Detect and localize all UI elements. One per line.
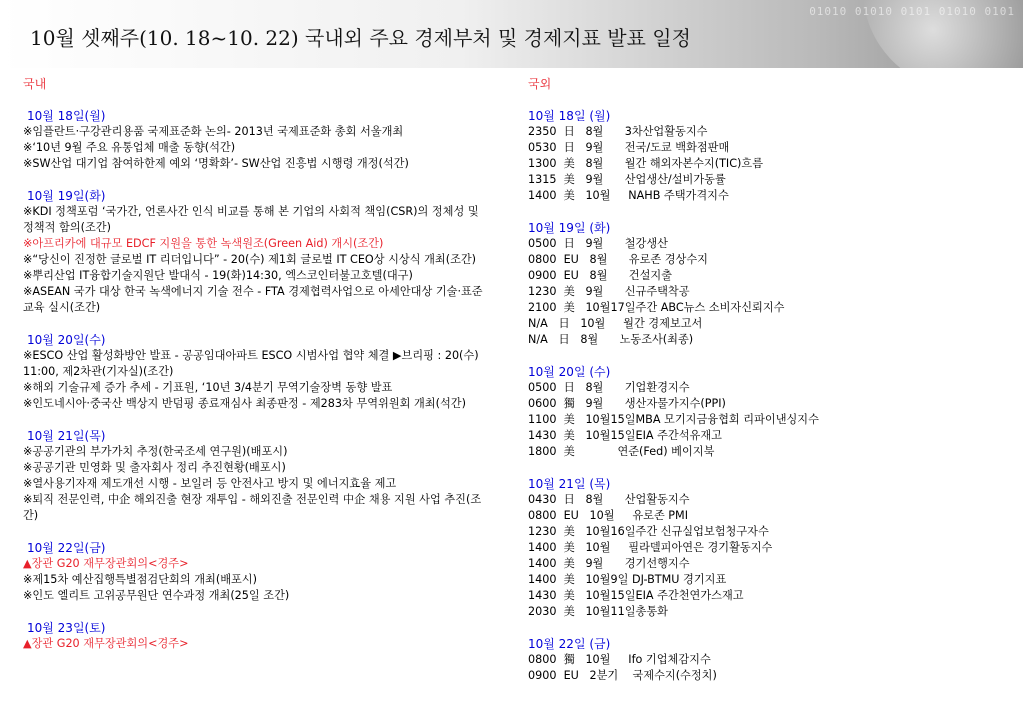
indicator-row: 1430 美 10월15일EIA 주간천연가스재고 [528,589,744,602]
domestic-item: ※SW산업 대기업 참여하한제 예외 ‘명확화’- SW산업 진흥법 시행령 개정(석간) [23,157,409,170]
domestic-day [23,540,493,604]
domestic-item: ※‘10년 9월 주요 유통업체 매출 동향(석간) [23,141,236,154]
indicator-row: 1230 美 10월16일주간 신규실업보험청구자수 [528,525,769,538]
domestic-item: ※아프리카에 대규모 EDCF 지원을 통한 녹색원조(Green Aid) 개시(조간) [23,237,384,250]
foreign-date: 10월 18일 (월) [528,109,611,123]
indicator-row: 0800 EU 10월 유로존 PMI [528,509,689,522]
indicator-row: 2100 美 10월17일주간 ABC뉴스 소비자신뢰지수 [528,301,785,314]
indicator-row: 0800 EU 8월 유로존 경상수지 [528,253,708,266]
domestic-heading: 국내 [23,77,47,91]
domestic-day [23,332,493,412]
indicator-row: 0500 日 8월 기업환경지수 [528,381,690,394]
domestic-item: ▲장관 G20 재무장관회의<경주> [23,557,189,570]
domestic-date: 10월 21일(목) [27,429,106,443]
indicator-row: 2350 日 8월 3차산업활동지수 [528,125,708,138]
indicator-row: 1400 美 10월9일 DJ-BTMU 경기지표 [528,573,727,586]
indicator-row: 1800 美 연준(Fed) 베이지북 [528,445,715,458]
domestic-item: ※뿌리산업 IT융합기술지원단 발대식 - 19(화)14:30, 엑스코인터불고호텔(대구) [23,269,413,282]
foreign-day [528,476,998,620]
domestic-item: ※열사용기자재 제도개선 시행 - 보일러 등 안전사고 방지 및 에너지효율 제고 [23,477,397,490]
domestic-item: ※공공기관의 부가가치 추정(한국조세 연구원)(배포시) [23,445,288,458]
indicator-row: 0500 日 9월 철강생산 [528,237,668,250]
domestic-item: ※제15차 예산집행특별점검단회의 개최(배포시) [23,573,257,586]
indicator-row: 0530 日 9월 전국/도쿄 백화점판매 [528,141,730,154]
indicator-row: 0800 獨 10월 Ifo 기업체감지수 [528,653,711,666]
domestic-item: ※인도네시아·중국산 백상지 반덤핑 종료재심사 최종판정 - 제283차 무역위원회 개최(석간) [23,397,466,410]
domestic-column [23,76,493,668]
indicator-row: 1400 美 10월 필라델피아연은 경기활동지수 [528,541,773,554]
domestic-item: ※ASEAN 국가 대상 한국 녹색에너지 기술 전수 - FTA 경제협력사업으로 아세안대상 기술·표준 교육 실시(조간) [23,285,483,314]
foreign-date: 10월 19일 (화) [528,221,611,235]
foreign-day [528,220,998,348]
domestic-item: ※인도 엘리트 고위공무원단 연수과정 개최(25일 조간) [23,589,290,602]
domestic-day [23,620,493,652]
indicator-row: 1430 美 10월15일EIA 주간석유재고 [528,429,722,442]
domestic-item: ※퇴직 전문인력, 中企 해외진출 현장 재투입 - 해외진출 전문인력 中企 채용 지원 사업 추진(조간) [23,493,482,522]
domestic-item: ▲장관 G20 재무장관회의<경주> [23,637,189,650]
indicator-row: 1300 美 8월 월간 해외자본수지(TIC)흐름 [528,157,764,170]
domestic-item: ※해외 기술규제 증가 추세 - 기표원, ‘10년 3/4분기 무역기술장벽 동향 발표 [23,381,393,394]
indicator-row: 1400 美 9월 경기선행지수 [528,557,690,570]
foreign-date: 10월 21일 (목) [528,477,611,491]
foreign-date: 10월 20일 (수) [528,365,611,379]
indicator-row: 1400 美 10월 NAHB 주택가격지수 [528,189,729,202]
indicator-row: 0600 獨 9월 생산자물가지수(PPI) [528,397,726,410]
domestic-item: ※공공기관 민영화 및 출자회사 정리 추진현황(배포시) [23,461,286,474]
indicator-row: 1230 美 9월 신규주택착공 [528,285,690,298]
foreign-day [528,108,998,204]
page-title: 10월 셋째주(10. 18~10. 22) 국내외 주요 경제부처 및 경제지표 발표 일정 [30,26,691,50]
domestic-date: 10월 23일(토) [27,621,106,635]
indicator-row: N/A 日 8월 노동조사(최종) [528,333,694,346]
domestic-item: ※KDI 정책포럼 ‘국가간, 언론사간 인식 비교를 통해 본 기업의 사회적 책임(CSR)의 정체성 및 정책적 함의(조간) [23,205,479,234]
indicator-row: 0900 EU 2분기 국제수지(수정치) [528,669,717,682]
foreign-day [528,364,998,460]
foreign-date: 10월 22일 (금) [528,637,611,651]
indicator-row: 2030 美 10월11일총통화 [528,605,668,618]
domestic-date: 10월 19일(화) [27,189,106,203]
foreign-day [528,636,998,684]
indicator-row: N/A 日 10월 월간 경제보고서 [528,317,703,330]
domestic-day [23,188,493,316]
domestic-item: ※ESCO 산업 활성화방안 발표 - 공공임대아파트 ESCO 시범사업 협약 체결 ▶브리핑 : 20(수) 11:00, 제2차관(기자실)(조간) [23,349,479,378]
domestic-date: 10월 20일(수) [27,333,106,347]
domestic-item: ※임플란트·구강관리용품 국제표준화 논의- 2013년 국제표준화 총회 서울개최 [23,125,404,138]
domestic-day [23,428,493,524]
domestic-day [23,108,493,172]
domestic-item: ※“당신이 진정한 글로벌 IT 리더입니다” - 20(수) 제1회 글로벌 IT CEO상 시상식 개최(조간) [23,253,477,266]
indicator-row: 0430 日 8월 산업활동지수 [528,493,690,506]
domestic-date: 10월 18일(월) [27,109,106,123]
indicator-row: 1100 美 10월15일MBA 모기지금융협회 리파이낸싱지수 [528,413,819,426]
foreign-column [528,76,998,700]
binary-decoration: 01010 01010 0101 01010 0101 [809,5,1015,18]
foreign-heading: 국외 [528,77,552,91]
header-banner [0,0,1023,68]
indicator-row: 1315 美 9월 산업생산/설비가동률 [528,173,726,186]
domestic-date: 10월 22일(금) [27,541,106,555]
indicator-row: 0900 EU 8월 건설지출 [528,269,673,282]
